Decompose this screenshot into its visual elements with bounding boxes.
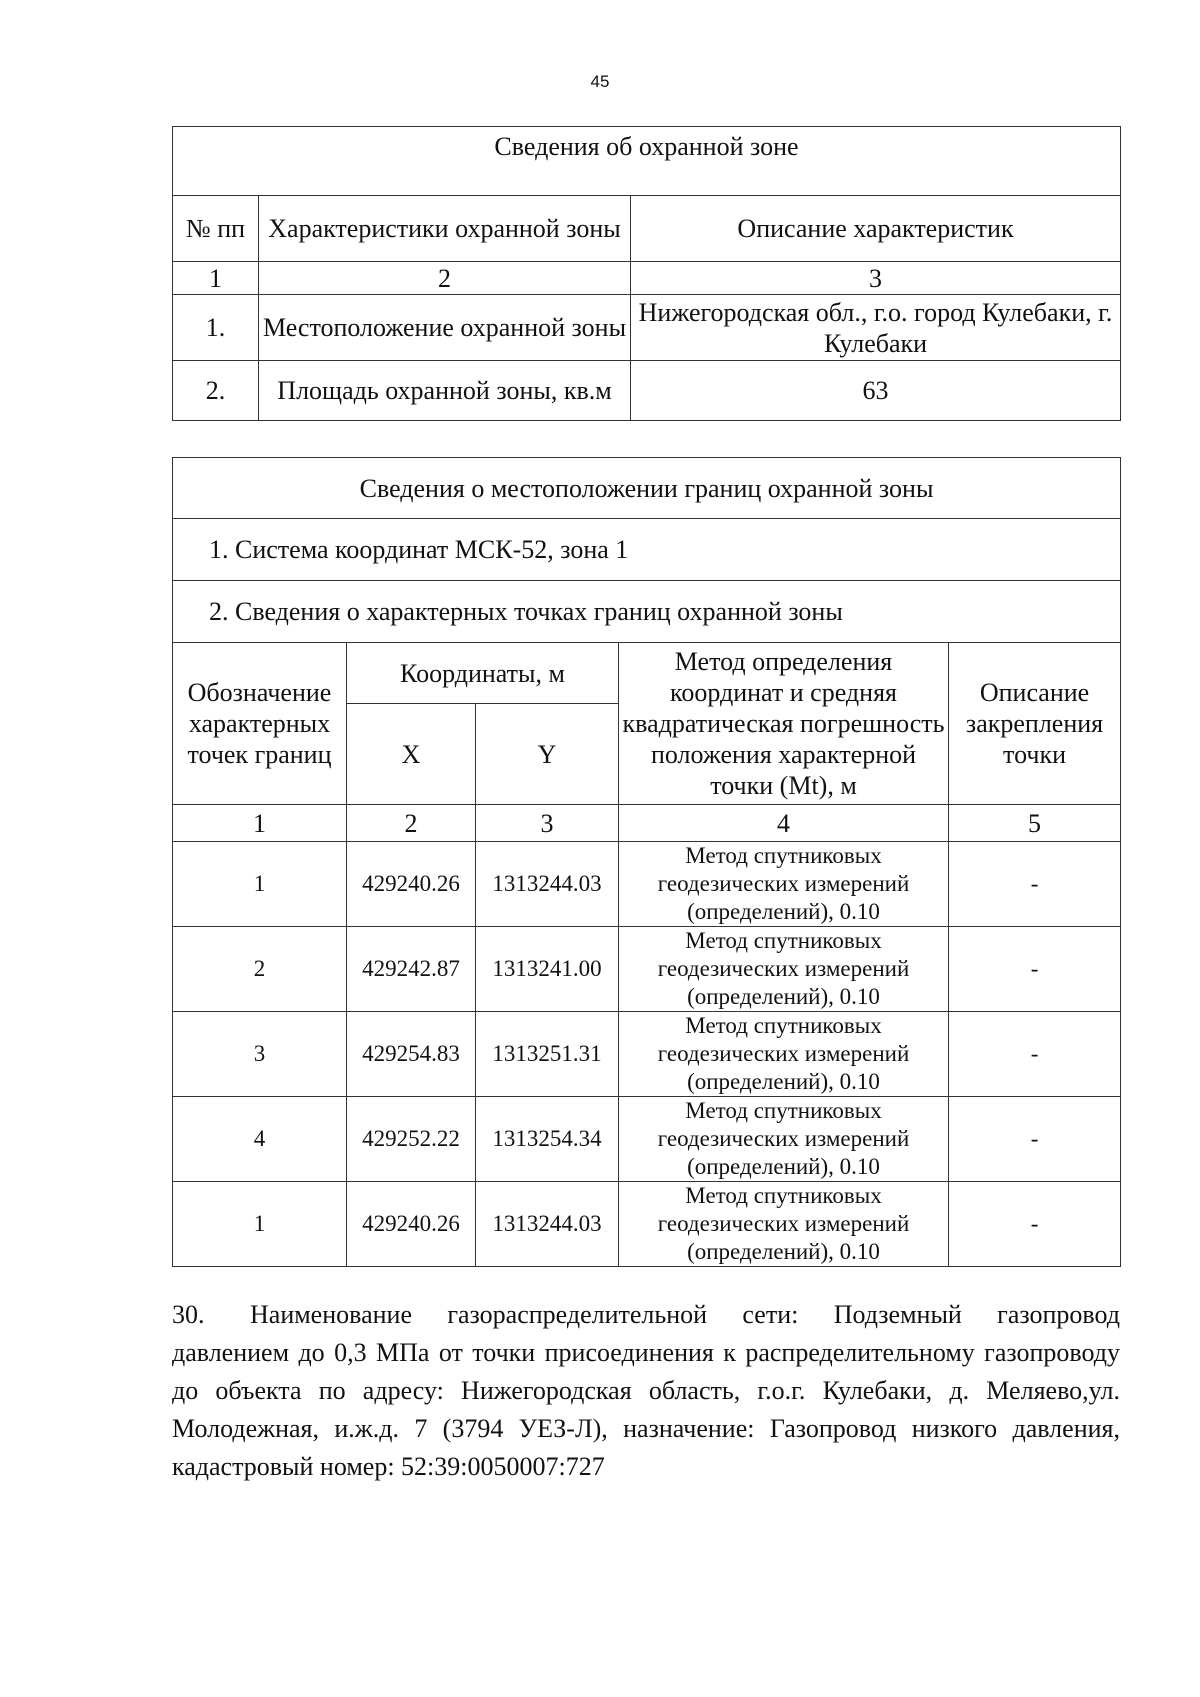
method-cell: Метод спутниковых геодезических измерений (определений), 0.10	[619, 927, 949, 1012]
zone-table-title: Сведения об охранной зоне	[173, 127, 1121, 196]
header-x: X	[347, 704, 476, 805]
table-cell: 1.	[173, 295, 259, 361]
table-row	[173, 361, 1121, 421]
header-cell: № пп	[173, 196, 259, 262]
method-cell: Метод спутниковых геодезических измерений (определений), 0.10	[619, 1012, 949, 1097]
index-cell: 2	[259, 262, 631, 295]
header-cell: Характеристики охранной зоны	[259, 196, 631, 262]
protection-zone-table	[172, 126, 1121, 421]
table-cell: Площадь охранной зоны, кв.м	[259, 361, 631, 421]
fixing-cell: -	[949, 1182, 1121, 1267]
table-row	[173, 1182, 1121, 1267]
header-y: Y	[476, 704, 619, 805]
index-cell: 5	[949, 805, 1121, 842]
header-designation: Обозначение характерных точек границ	[173, 643, 347, 805]
method-cell: Метод спутниковых геодезических измерений (определений), 0.10	[619, 842, 949, 927]
fixing-cell: -	[949, 1012, 1121, 1097]
header-coordinates: Координаты, м	[347, 643, 619, 704]
table-title-row	[173, 127, 1121, 196]
paragraph-number: 30.	[172, 1300, 205, 1329]
table-index-row	[173, 262, 1121, 295]
table-index-row	[173, 805, 1121, 842]
header-method: Метод определения координат и средняя квадратическая погрешность положения характерной точки (Mt), м	[619, 643, 949, 805]
table-cell: Нижегородская обл., г.о. город Кулебаки, г. Кулебаки	[631, 295, 1121, 361]
table-row	[173, 1097, 1121, 1182]
coord-x: 429242.87	[347, 927, 476, 1012]
table-header-row	[173, 643, 1121, 704]
coord-y: 1313254.34	[476, 1097, 619, 1182]
boundary-table-title: Сведения о местоположении границ охранной зоны	[173, 458, 1121, 519]
table-cell: 63	[631, 361, 1121, 421]
page-number: 45	[590, 72, 610, 91]
point-id: 2	[173, 927, 347, 1012]
point-id: 3	[173, 1012, 347, 1097]
boundary-points-table	[172, 457, 1121, 1267]
coord-system-cell: 1. Система координат МСК-52, зона 1	[173, 519, 1121, 581]
fixing-cell: -	[949, 1097, 1121, 1182]
points-title-cell: 2. Сведения о характерных точках границ охранной зоны	[173, 581, 1121, 643]
paragraph-text: Наименование газораспределительной сети: Подземный газопровод давлением до 0,3 МПа от точки присоединения к распределительному газопроводу до объекта по адресу: Нижегородская область, г.о.г. Кулебаки, д. Меляево,ул. Молодежная, и.ж.д. 7 (3794 УЕЗ-Л), назначение: Газопровод низкого давления, кадастровый номер: 52:39:0050007:727	[172, 1300, 1120, 1481]
header-cell: Описание характеристик	[631, 196, 1121, 262]
coord-y: 1313241.00	[476, 927, 619, 1012]
coord-y: 1313244.03	[476, 842, 619, 927]
fixing-cell: -	[949, 842, 1121, 927]
fixing-cell: -	[949, 927, 1121, 1012]
method-cell: Метод спутниковых геодезических измерений (определений), 0.10	[619, 1182, 949, 1267]
table-header-row	[173, 196, 1121, 262]
index-cell: 2	[347, 805, 476, 842]
network-description-paragraph	[172, 1296, 1120, 1486]
index-cell: 3	[631, 262, 1121, 295]
method-cell: Метод спутниковых геодезических измерений (определений), 0.10	[619, 1097, 949, 1182]
index-cell: 3	[476, 805, 619, 842]
coord-y: 1313251.31	[476, 1012, 619, 1097]
coord-x: 429240.26	[347, 842, 476, 927]
table-cell: 2.	[173, 361, 259, 421]
table-cell: Местоположение охранной зоны	[259, 295, 631, 361]
header-fixing: Описание закрепления точки	[949, 643, 1121, 805]
coord-system-row	[173, 519, 1121, 581]
table-title-row	[173, 458, 1121, 519]
index-cell: 4	[619, 805, 949, 842]
points-title-row	[173, 581, 1121, 643]
index-cell: 1	[173, 262, 259, 295]
coord-y: 1313244.03	[476, 1182, 619, 1267]
point-id: 1	[173, 1182, 347, 1267]
point-id: 4	[173, 1097, 347, 1182]
table-row	[173, 295, 1121, 361]
coord-x: 429252.22	[347, 1097, 476, 1182]
coord-x: 429240.26	[347, 1182, 476, 1267]
table-row	[173, 1012, 1121, 1097]
coord-x: 429254.83	[347, 1012, 476, 1097]
table-row	[173, 842, 1121, 927]
point-id: 1	[173, 842, 347, 927]
table-row	[173, 927, 1121, 1012]
index-cell: 1	[173, 805, 347, 842]
